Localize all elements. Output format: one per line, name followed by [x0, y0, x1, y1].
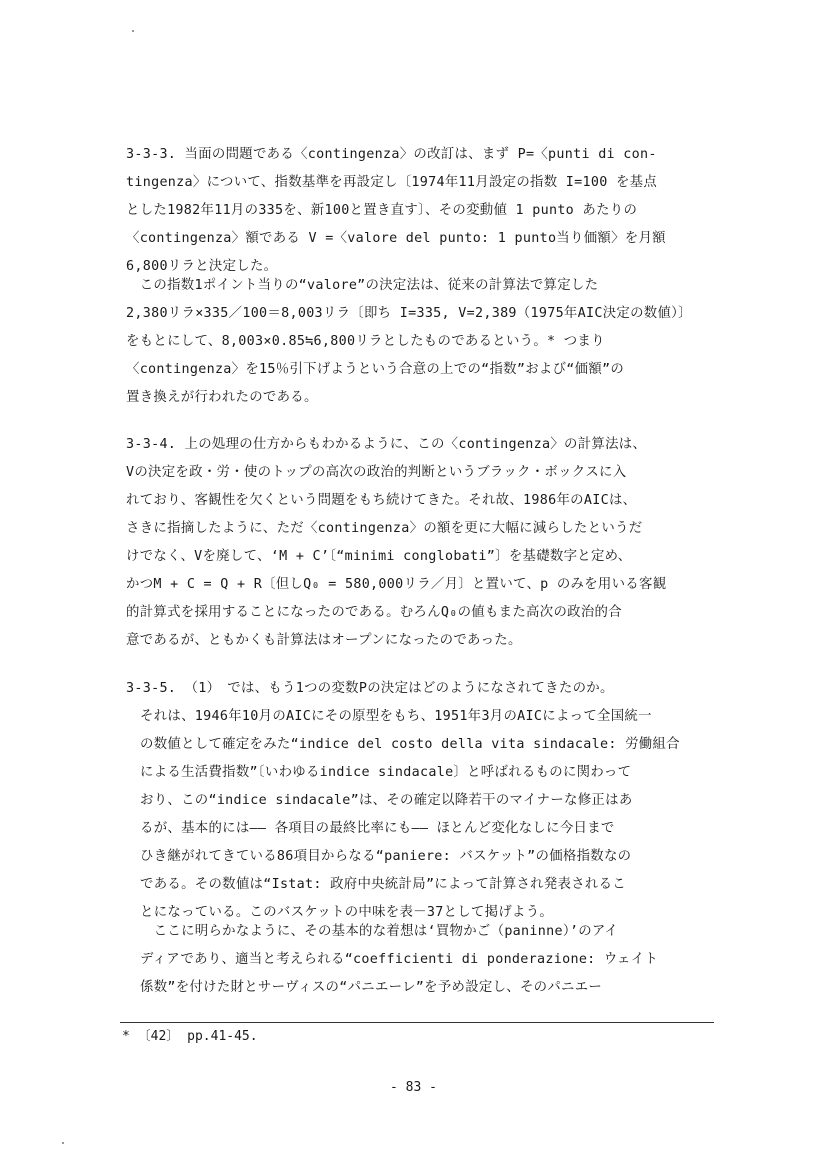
text-line: 係数”を付けた財とサーヴィスの“パニエーレ”を予め設定し、そのパニエー [140, 980, 603, 995]
text-line: さきに指摘したように、ただ〈contingenza〉の額を更に大幅に減らしたというだ [126, 521, 643, 536]
scan-speck [132, 30, 134, 32]
text-line: ディアであり、適当と考えられる“coefficienti di ponderazione: ウェイト [140, 952, 659, 967]
text-line: それは、1946年10月のAICにその原型をもち、1951年3月のAICによって全国統一 [140, 709, 652, 724]
text-line: れており、客観性を欠くという問題をもち続けてきた。それ故、1986年のAICは、 [126, 493, 637, 508]
footnote-separator [120, 1022, 714, 1023]
text-line: 3-3-4. 上の処理の仕方からもわかるように、この〈contingenza〉の計算法は、 [126, 437, 647, 452]
text-line: 2,380リラ×335／100＝8,003リラ〔即ち I=335, V=2,389（1975年AIC決定の数値）〕 [126, 306, 692, 321]
text-line: けでなく、Vを廃して、‘M + C’〔“minimi conglobati”〕を基礎数字と定め、 [126, 549, 632, 564]
text-line: 置き換えが行われたのである。 [126, 390, 318, 405]
text-line: おり、この“indice sindacale”は、その確定以降若干のマイナーな修正はあ [140, 793, 633, 808]
text-line: かつM + C = Q + R〔但しQ₀ = 580,000リラ／月〕と置いて、p のみを用いる客観 [126, 577, 667, 592]
text-line: Vの決定を政・労・使のトップの高次の政治的判断というブラック・ボックスに入 [126, 465, 627, 480]
text-line: である。その数値は“Istat: 政府中央統計局”によって計算され発表されるこ [140, 877, 626, 892]
text-line: 〈contingenza〉額である V =〈valore del punto: 1 punto当り価額〉を月額 [126, 231, 666, 246]
page-number: - 83 - [390, 1080, 437, 1095]
text-line: ひき継がれてきている86項目からなる“paniere: バスケット”の価格指数なの [140, 849, 632, 864]
text-line: ここに明らかなように、その基本的な着想は‘買物かご（paninne）’のアイ [140, 924, 619, 939]
text-line: 3-3-3. 当面の問題である〈contingenza〉の改訂は、まず P=〈punti di con- [126, 147, 657, 162]
text-line: による生活費指数”〔いわゆるindice sindacale〕と呼ばれるものに関わって [140, 765, 632, 780]
text-line: この指数1ポイント当りの“valore”の決定法は、従来の計算法で算定した [126, 278, 599, 293]
text-line: 6,800リラと決定した。 [126, 259, 278, 274]
text-line: 〈contingenza〉を15％引下げようという合意の上での“指数”および“価額”の [126, 362, 625, 377]
text-line: 意であるが、ともかくも計算法はオープンになったのであった。 [126, 633, 522, 648]
text-line: をもとにして、8,003×0.85≒6,800リラとしたものであるという。* つまり [126, 334, 605, 349]
text-line: tingenza〉について、指数基準を再設定し〔1974年11月設定の指数 I=100 を基点 [126, 175, 658, 190]
text-line: るが、基本的には―― 各項目の最終比率にも―― ほとんど変化なしに今日まで [140, 821, 615, 836]
text-line: 的計算式を採用することになったのである。むろんQ₀の値もまた高次の政治的合 [126, 605, 622, 620]
text-line: の数値として確定をみた“indice del costo della vita sindacale: 労働組合 [140, 737, 680, 752]
footnote: * 〔42〕 pp.41-45. [122, 1029, 258, 1044]
scan-speck [62, 1142, 64, 1144]
text-line: とになっている。このバスケットの中味を表－37として掲げよう。 [140, 905, 554, 920]
text-line: 3-3-5. （1） では、もう1つの変数Pの決定はどのようになされてきたのか。 [126, 681, 614, 696]
text-line: とした1982年11月の335を、新100と置き直す〕、その変動値 1 punto あたりの [126, 203, 638, 218]
